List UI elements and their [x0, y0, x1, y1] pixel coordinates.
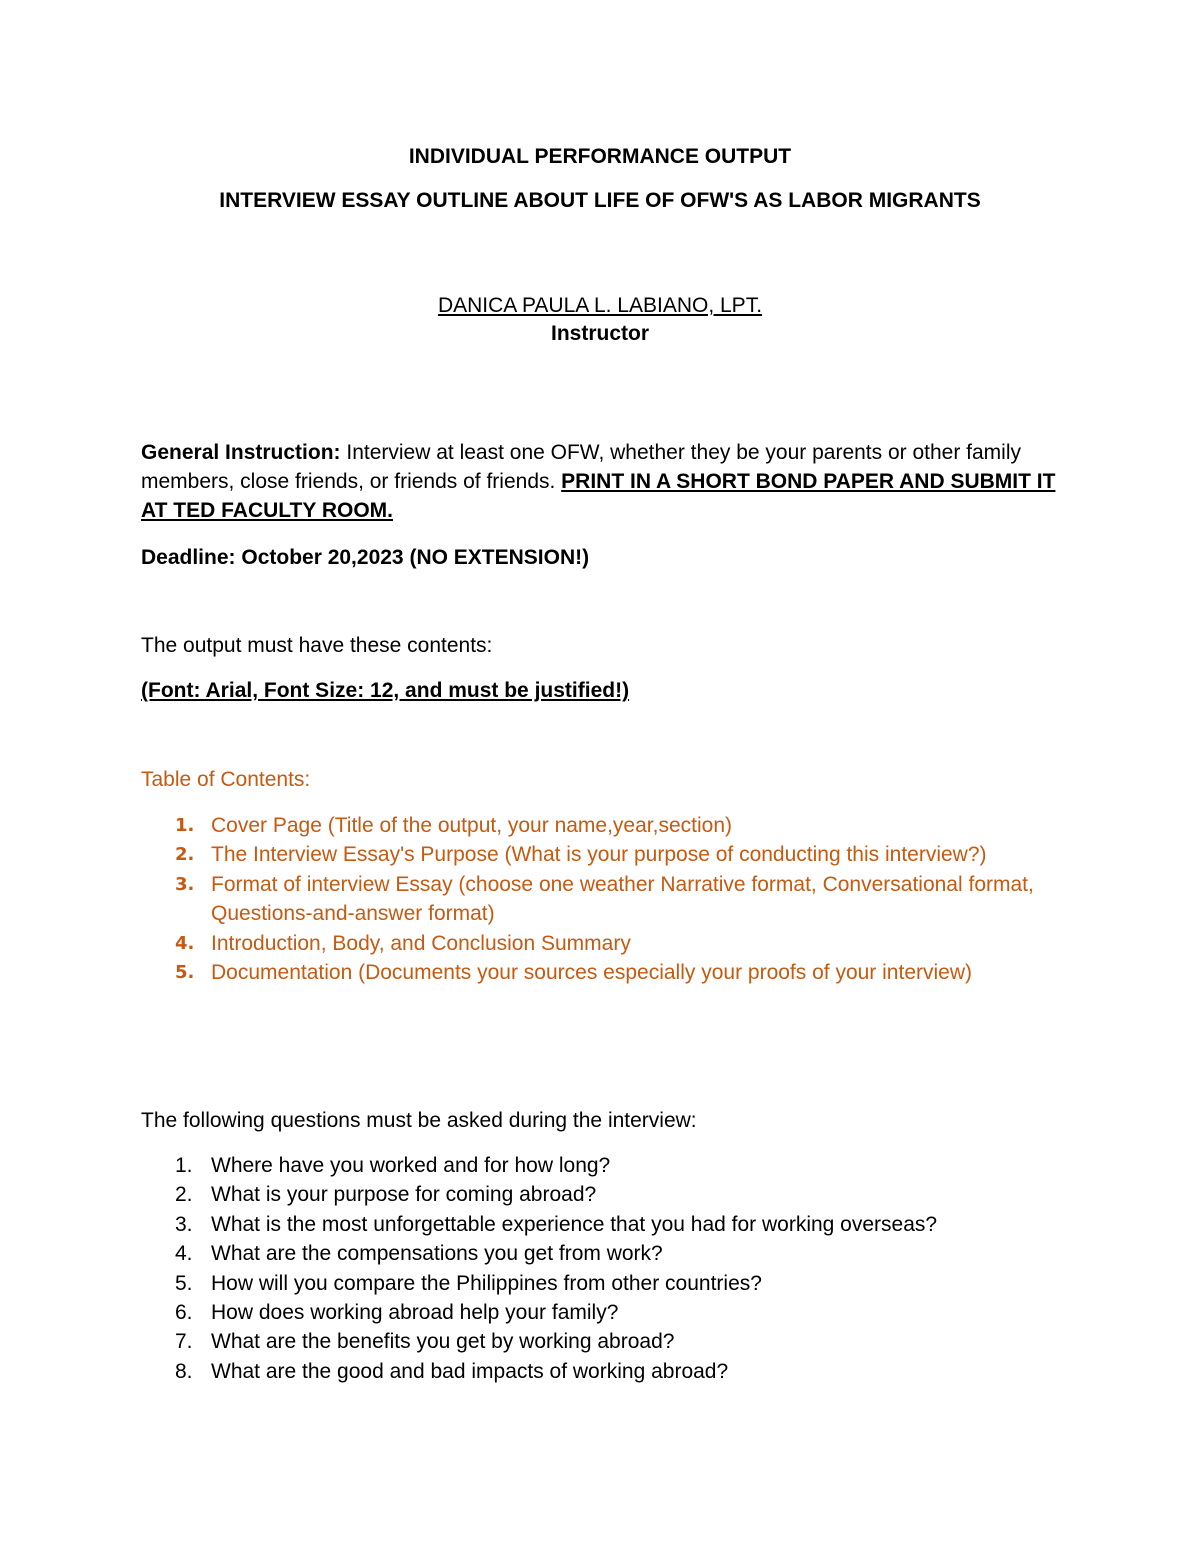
toc-item-text: Introduction, Body, and Conclusion Summary — [211, 931, 631, 955]
toc-item-text: The Interview Essay's Purpose (What is your purpose of conducting this interview?) — [211, 843, 987, 867]
question-item — [141, 1269, 1066, 1298]
contents-intro: The output must have these contents: — [141, 634, 493, 657]
question-text: How will you compare the Philippines from other countries? — [211, 1271, 762, 1295]
question-number: 7. — [175, 1330, 193, 1354]
questions-list — [141, 1151, 1066, 1386]
question-item — [141, 1327, 1066, 1356]
question-text: Where have you worked and for how long? — [211, 1154, 611, 1177]
toc-item — [141, 840, 1066, 869]
general-instruction — [141, 438, 1066, 525]
instructor-name: DANICA PAULA L. LABIANO, LPT. — [437, 294, 763, 317]
instructor-role: Instructor — [550, 322, 649, 345]
question-text: What are the compensations you get from work? — [211, 1242, 663, 1266]
toc-item-number: 5. — [175, 962, 195, 984]
instruction-label: General Instruction: — [141, 441, 341, 464]
questions-intro: The following questions must be asked during the interview: — [141, 1109, 697, 1132]
document-title: INDIVIDUAL PERFORMANCE OUTPUT — [408, 145, 792, 168]
question-number: 8. — [175, 1359, 193, 1383]
toc-item-number: 4. — [175, 932, 195, 954]
toc-item-number: 1. — [175, 815, 195, 836]
question-number: 6. — [175, 1301, 193, 1325]
toc-item-text: Documentation (Documents your sources especially your proofs of your interview) — [211, 961, 972, 985]
question-text: What are the benefits you get by working abroad? — [211, 1330, 675, 1354]
toc-item — [141, 870, 1066, 929]
question-number: 4. — [175, 1242, 193, 1266]
question-item — [141, 1180, 1066, 1209]
question-number: 1. — [175, 1154, 193, 1177]
instruction-text: Interview at least one OFW, whether they be your parents or other family members, close friends, or friends of friends. — [141, 441, 1022, 493]
toc-heading: Table of Contents: — [141, 768, 311, 791]
question-item — [141, 1298, 1066, 1327]
question-text: How does working abroad help your family? — [211, 1301, 619, 1325]
toc-item-text: Format of interview Essay (choose one weather Narrative format, Conversational format, Questions-and-answer format) — [211, 872, 1034, 926]
toc-item — [141, 958, 1066, 987]
format-note: (Font: Arial, Font Size: 12, and must be justified!) — [141, 679, 630, 702]
question-number: 5. — [175, 1271, 193, 1295]
toc-item-number: 3. — [175, 873, 195, 895]
instruction-emphasis: PRINT IN A SHORT BOND PAPER AND SUBMIT IT AT TED FACULTY ROOM. — [141, 470, 1056, 522]
question-text: What are the good and bad impacts of working abroad? — [211, 1359, 729, 1383]
document-subtitle: INTERVIEW ESSAY OUTLINE ABOUT LIFE OF OFW'S AS LABOR MIGRANTS — [219, 189, 981, 212]
question-text: What is the most unforgettable experience that you had for working overseas? — [211, 1212, 938, 1236]
toc-item — [141, 811, 1066, 840]
question-text: What is your purpose for coming abroad? — [211, 1183, 597, 1207]
deadline: Deadline: October 20,2023 (NO EXTENSION!) — [141, 546, 590, 569]
toc-item — [141, 929, 1066, 958]
question-number: 2. — [175, 1183, 193, 1207]
toc-list — [141, 811, 1066, 987]
question-item — [141, 1210, 1066, 1239]
question-item — [141, 1151, 1066, 1180]
toc-item-text: Cover Page (Title of the output, your name,year,section) — [211, 814, 732, 837]
question-number: 3. — [175, 1212, 193, 1236]
question-item — [141, 1239, 1066, 1268]
toc-item-number: 2. — [175, 844, 195, 866]
question-item — [141, 1357, 1066, 1386]
